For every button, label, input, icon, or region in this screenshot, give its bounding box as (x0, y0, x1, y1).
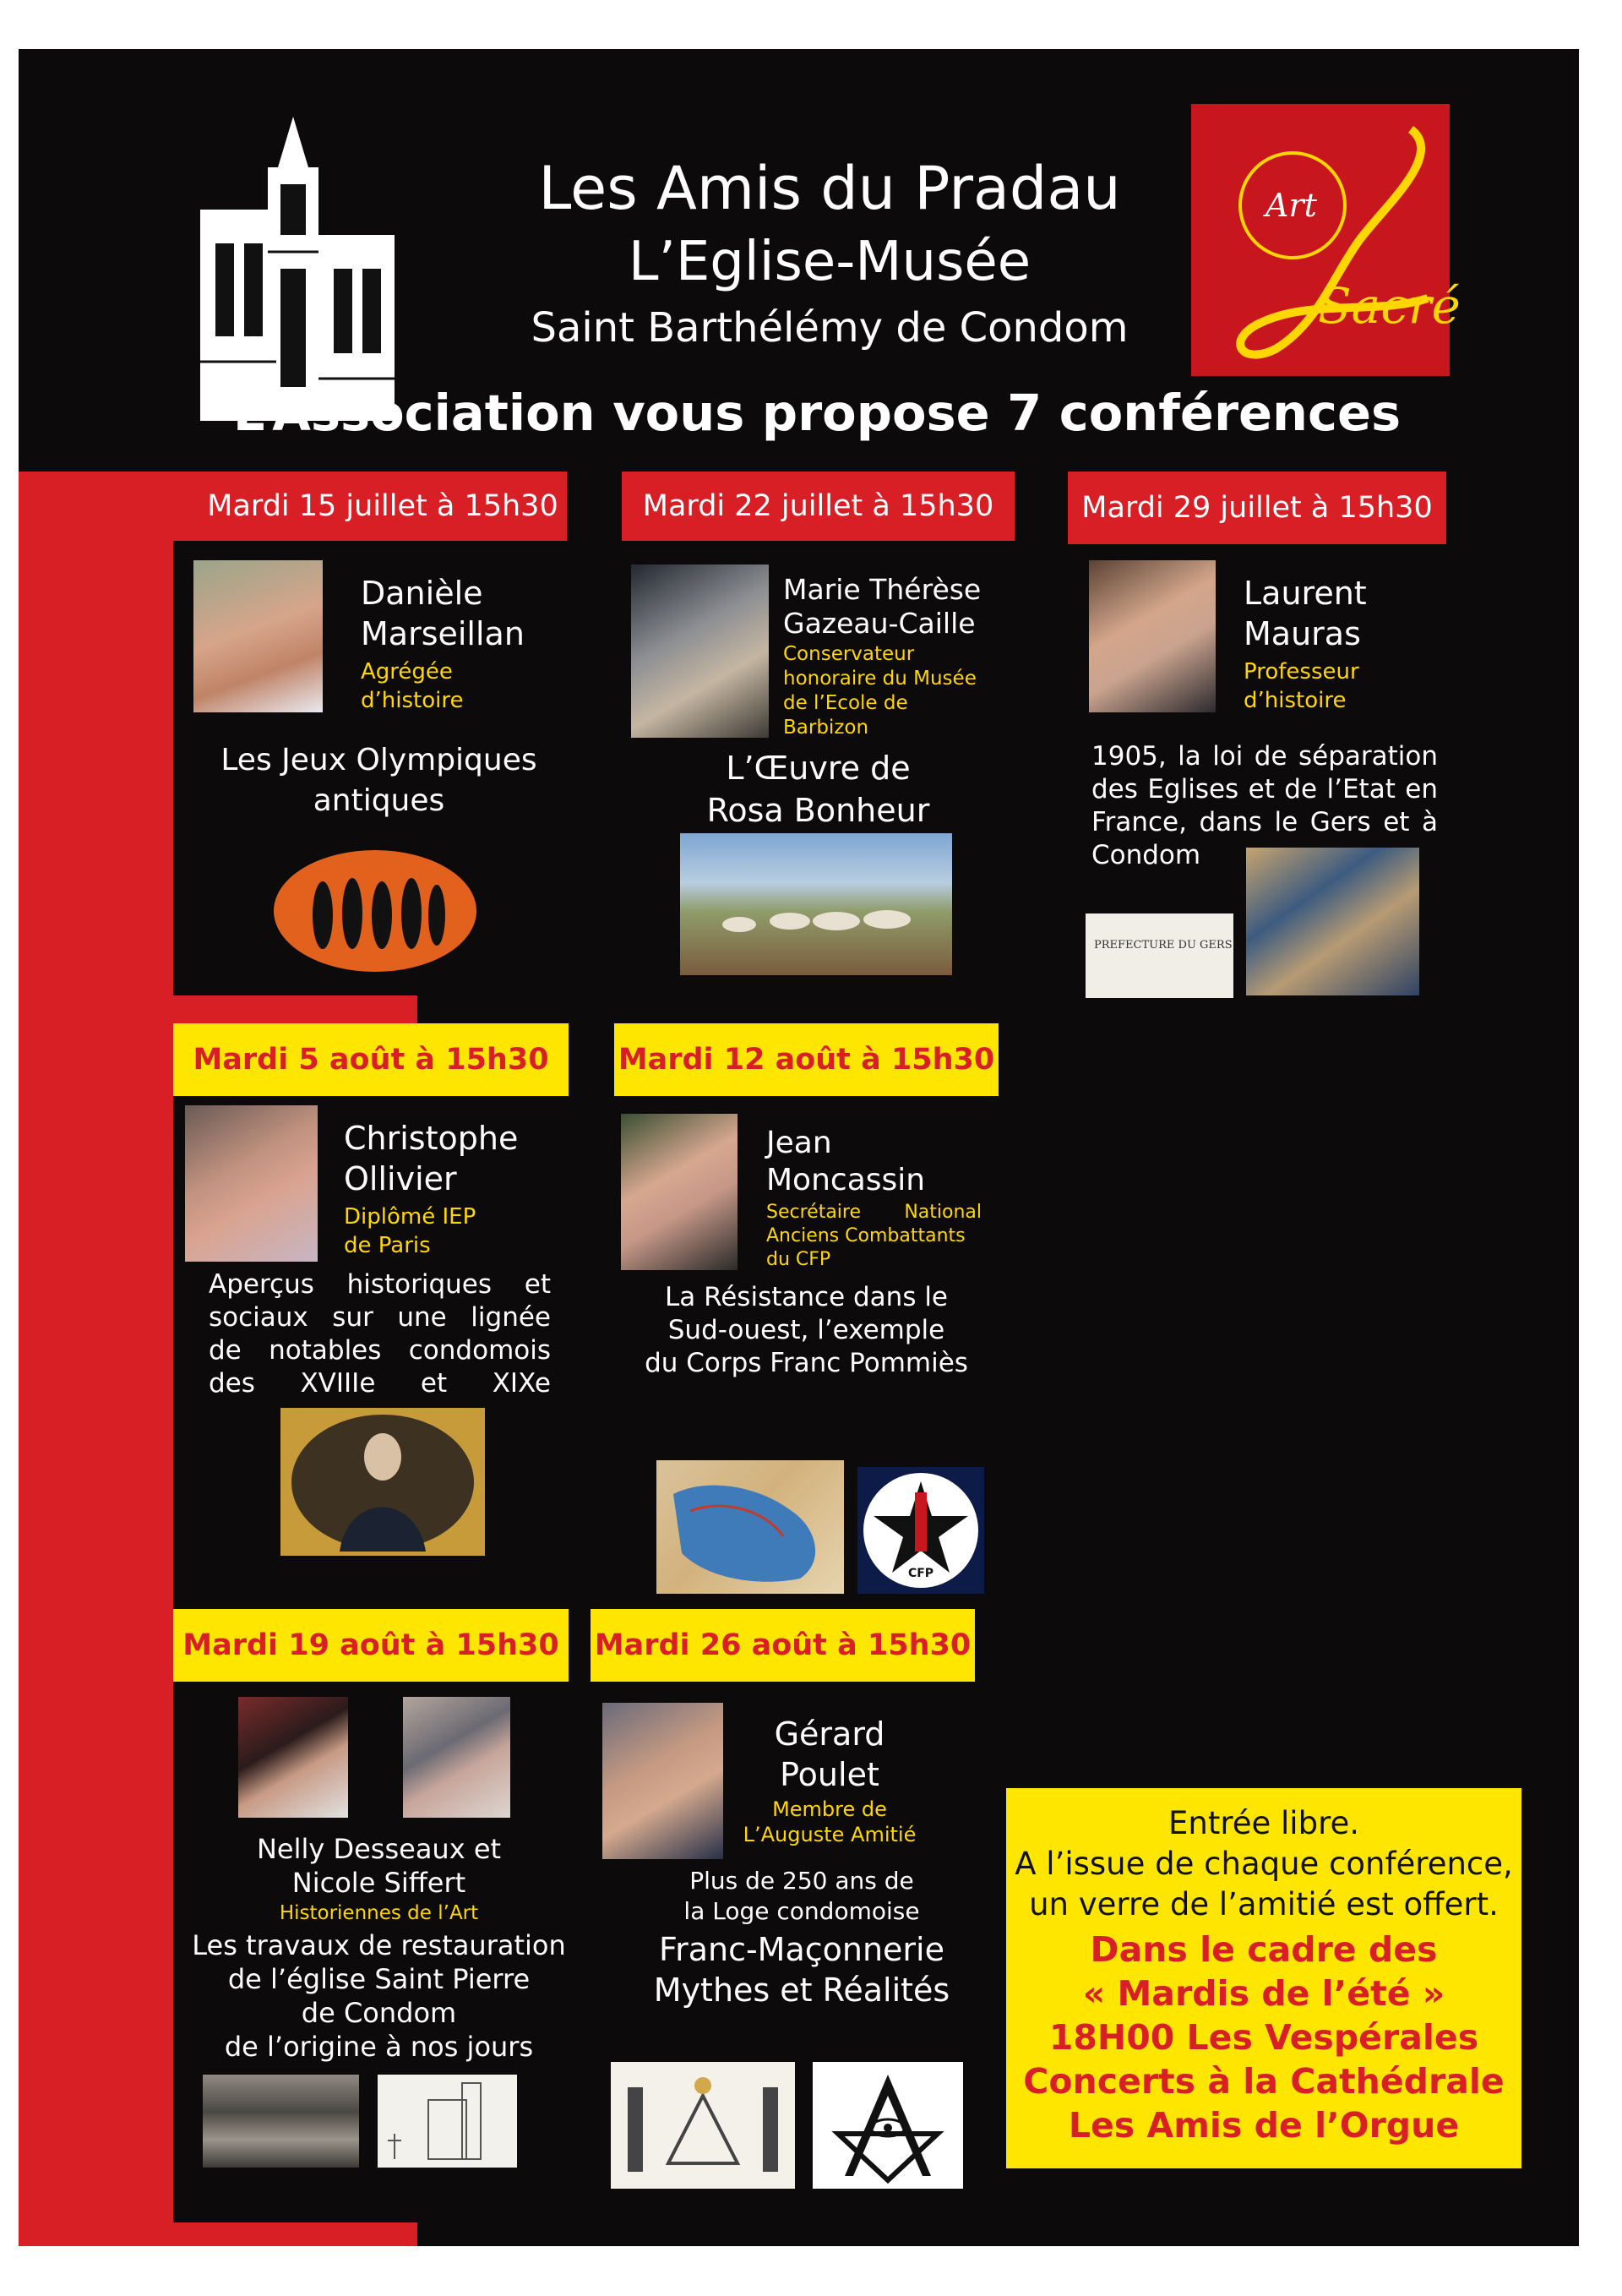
topic-3-line-1: 1905, la loi de séparation (1091, 741, 1438, 772)
speaker-1-role-2: d’histoire (361, 688, 464, 713)
portrait-2 (631, 564, 769, 738)
topic-2-line-1: L’Œuvre de (726, 750, 911, 787)
speaker-3-name-2: Mauras (1244, 615, 1361, 652)
church-illustration (183, 108, 403, 429)
topic-6-line-1: Les travaux de restauration (192, 1929, 566, 1961)
speaker-6-name-1: Nelly Desseaux et (256, 1833, 502, 1865)
speaker-1-role-1: Agrégée (361, 659, 453, 684)
speaker-7-role-1: Membre de (772, 1797, 887, 1821)
speaker-3-role-1: Professeur (1244, 659, 1359, 684)
topic-5-line-1: La Résistance dans le (664, 1282, 949, 1312)
topic-6-line-3: de Condom (301, 1997, 457, 2029)
speaker-6-role-1: Historiennes de l’Art (279, 1902, 479, 1924)
topic-7-line-4: Mythes et Réalités (653, 1972, 950, 2009)
conference-5-date: Mardi 12 août à 15h30 (614, 1023, 999, 1096)
portrait-1 (193, 560, 323, 712)
info-line-8: Les Amis de l’Orgue (1068, 2105, 1460, 2146)
info-line-2: A l’issue de chaque conférence, (1015, 1846, 1513, 1882)
info-line-6: 18H00 Les Vespérales (1048, 2017, 1479, 2058)
speaker-4-role-1: Diplômé IEP (344, 1204, 476, 1230)
conference-2-date: Mardi 22 juillet à 15h30 (622, 472, 1015, 541)
topic-7-line-2: la Loge condomoise (683, 1897, 920, 1925)
speaker-4-name-1: Christophe (344, 1120, 519, 1157)
art-sacre-logo (1191, 104, 1461, 376)
info-line-4: Dans le cadre des (1090, 1929, 1438, 1970)
portrait-7 (602, 1703, 723, 1859)
speaker-2-role-4: Barbizon (783, 717, 869, 739)
info-line-7: Concerts à la Cathédrale (1023, 2061, 1505, 2102)
portrait-3 (1089, 560, 1216, 712)
topic-7-line-1: Plus de 250 ans de (689, 1867, 914, 1895)
greek-vase-image (272, 848, 479, 974)
rosa-bonheur-painting (680, 833, 952, 975)
page-place: Saint Barthélémy de Condom (531, 304, 1129, 352)
topic-6-line-4: de l’origine à nos jours (224, 2031, 534, 2063)
topic-5-line-3: du Corps Franc Pommiès (645, 1348, 968, 1378)
speaker-2-role-2: honoraire du Musée (783, 668, 977, 690)
speaker-2-role-3: de l’Ecole de (783, 692, 908, 714)
topic-1-line-2: antiques (313, 783, 445, 818)
speaker-1-name-1: Danièle (361, 575, 483, 612)
speaker-7-name-2: Poulet (780, 1756, 879, 1793)
portrait-5 (621, 1114, 738, 1270)
topic-3-line-3: France, dans le Gers et à (1091, 807, 1438, 837)
info-box (1006, 1788, 1521, 2168)
conference-6-date: Mardi 19 août à 15h30 (173, 1609, 569, 1682)
portrait-6a (238, 1697, 348, 1818)
topic-4-line-1: Aperçus historiques et (209, 1269, 551, 1300)
speaker-7-name-1: Gérard (774, 1715, 885, 1753)
topic-7-line-3: Franc-Maçonnerie (658, 1931, 944, 1968)
topic-1-line-1: Les Jeux Olympiques (220, 743, 537, 777)
speaker-5-name-1: Jean (766, 1126, 832, 1160)
speaker-2-role-1: Conservateur (783, 643, 915, 665)
logo-word-sacre: Sacré (1318, 277, 1461, 335)
speaker-5-name-2: Moncassin (766, 1163, 926, 1197)
square-compass-emblem (813, 2062, 963, 2189)
info-line-5: « Mardis de l’été » (1082, 1973, 1445, 2014)
topic-5-line-2: Sud-ouest, l’exemple (667, 1315, 945, 1345)
speaker-1-name-2: Marseillan (361, 615, 525, 652)
prefecture-document-text: PREFECTURE DU GERS (1094, 939, 1233, 952)
topic-3-line-2: des Eglises et de l’Etat en (1091, 774, 1438, 804)
historic-engraving (1246, 848, 1419, 995)
info-line-1: Entrée libre. (1168, 1805, 1359, 1841)
speaker-3-name-1: Laurent (1244, 575, 1367, 612)
conference-7-date: Mardi 26 août à 15h30 (591, 1609, 975, 1682)
church-interior-photo (203, 2075, 359, 2168)
speaker-5-role-1: Secrétaire National (766, 1202, 982, 1223)
prefecture-document (1086, 913, 1233, 998)
speaker-4-role-2: de Paris (344, 1233, 431, 1258)
portrait-6b (403, 1697, 510, 1818)
speaker-4-name-2: Ollivier (344, 1160, 457, 1197)
speaker-5-role-3: du CFP (766, 1249, 831, 1270)
tagline: L’Association vous propose 7 conférences (232, 384, 1402, 442)
topic-2-line-2: Rosa Bonheur (706, 792, 930, 829)
conference-1-date: Mardi 15 juillet à 15h30 (199, 472, 567, 541)
page-subtitle: L’Eglise-Musée (628, 231, 1031, 293)
resistance-map-image (656, 1460, 844, 1594)
topic-6-line-2: de l’église Saint Pierre (227, 1963, 531, 1995)
speaker-2-name-2: Gazeau-Caille (783, 607, 976, 640)
speaker-2-name-1: Marie Thérèse (783, 573, 982, 606)
cfp-emblem-text: CFP (907, 1567, 934, 1580)
conference-4-date: Mardi 5 août à 15h30 (173, 1023, 569, 1096)
topic-4-line-2: sociaux sur une lignée (209, 1302, 551, 1333)
poster (19, 49, 1579, 2246)
page-title: Les Amis du Pradau (538, 154, 1121, 223)
topic-4-line-4: des XVIIIe et XIXe (209, 1368, 551, 1399)
speaker-6-name-2: Nicole Siffert (291, 1867, 466, 1899)
masonic-symbols-image (611, 2062, 795, 2189)
logo-word-art: Art (1265, 187, 1317, 224)
church-sketch (378, 2075, 517, 2168)
info-line-3: un verre de l’amitié est offert. (1029, 1886, 1499, 1922)
speaker-5-role-2: Anciens Combattants (766, 1225, 966, 1246)
topic-3-line-4: Condom (1091, 840, 1201, 870)
speaker-3-role-2: d’histoire (1244, 688, 1347, 713)
oval-portrait-painting (280, 1408, 485, 1556)
conference-3-date: Mardi 29 juillet à 15h30 (1068, 472, 1446, 544)
portrait-4 (185, 1105, 318, 1262)
topic-4-line-3: de notables condomois (209, 1335, 551, 1366)
cfp-emblem (857, 1467, 984, 1594)
speaker-7-role-2: L’Auguste Amitié (743, 1823, 917, 1846)
